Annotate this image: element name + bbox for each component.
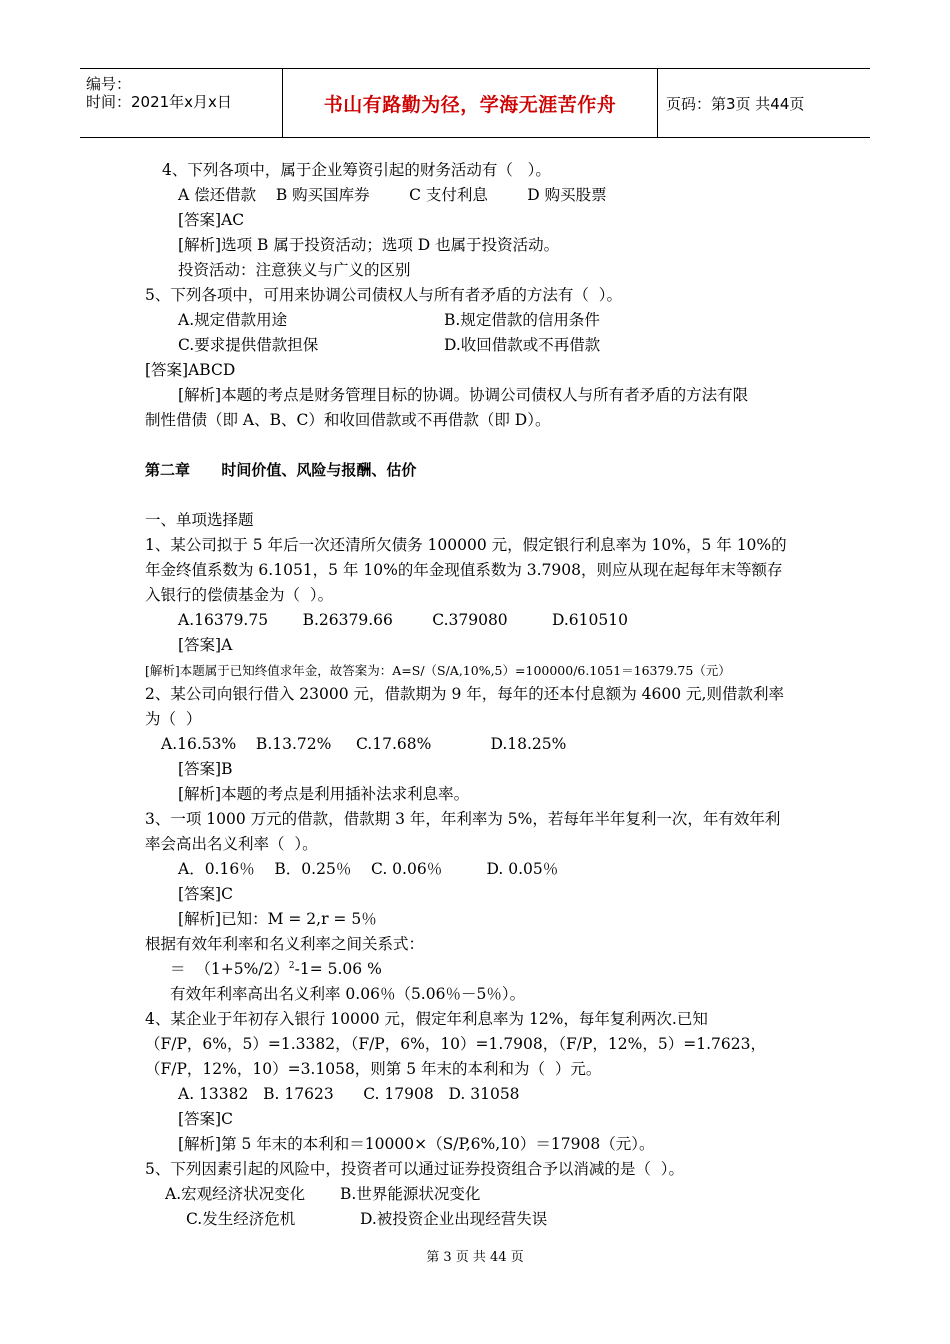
doc-date-label: 时间：2021年x月x日: [86, 93, 232, 111]
ch2-q2-answer: [答案]B: [178, 760, 233, 778]
ch2-q4-answer: [答案]C: [178, 1110, 233, 1128]
question-5-option-d: D.收回借款或不再借款: [444, 336, 601, 354]
ch2-q4-explanation: [解析]第 5 年末的本利和＝10000×（S/P,6%,10）＝17908（元）。: [178, 1135, 655, 1153]
ch2-q5-option-a: A.宏观经济状况变化: [165, 1185, 306, 1203]
ch2-q2-explanation: [解析]本题的考点是利用插补法求利息率。: [178, 785, 470, 803]
ch2-q2-stem-2: 为（ ）: [145, 710, 202, 728]
formula-result: -1= 5.06 %: [294, 960, 382, 978]
doc-number-label: 编号：: [86, 75, 132, 93]
question-4-note: 投资活动：注意狭义与广义的区别: [178, 261, 411, 279]
ch2-q3-stem-2: 率会高出名义利率（ ）。: [145, 835, 318, 853]
ch2-q4-stem-3: （F/P，12%，10）=3.1058，则第 5 年末的本利和为（ ）元。: [145, 1060, 602, 1078]
ch2-q3-explanation: [解析]已知：M = 2,r = 5％: [178, 910, 377, 928]
ch2-q1-explanation: [解析]本题属于已知终值求年金，故答案为：A=S/（S/A,10%,5）=100000/6.1051＝16379.75（元）: [145, 663, 731, 678]
ch2-q5-option-b: B.世界能源状况变化: [340, 1185, 481, 1203]
ch2-q5-option-c: C.发生经济危机: [186, 1210, 296, 1228]
header-page-info: 页码：第3页 共44页: [666, 94, 805, 113]
question-5-explanation-cont: 制性借债（即 A、B、C）和收回借款或不再借款（即 D）。: [145, 411, 551, 429]
question-5-option-b: B.规定借款的信用条件: [444, 311, 600, 329]
question-5-option-c: C.要求提供借款担保: [178, 336, 319, 354]
ch2-q1-stem-2: 年金终值系数为 6.1051，5 年 10%的年金现值系数为 3.7908，则应从现在起每年末等额存: [145, 561, 783, 579]
ch2-q5-stem: 5、下列因素引起的风险中，投资者可以通过证券投资组合予以消减的是（ ）。: [145, 1160, 684, 1178]
ch2-q3-answer: [答案]C: [178, 885, 233, 903]
ch2-q4-options: A. 13382 B. 17623 C. 17908 D. 31058: [178, 1085, 520, 1103]
chapter-2-heading: 第二章 时间价值、风险与报酬、估价: [145, 461, 417, 479]
section-heading: 一、单项选择题: [145, 511, 254, 529]
question-5-answer: [答案]ABCD: [145, 361, 236, 379]
ch2-q3-options: A．0.16％ B．0.25％ C. 0.06％ D. 0.05％: [178, 860, 559, 878]
ch2-q3-stem-1: 3、一项 1000 万元的借款，借款期 3 年，年利率为 5%，若每年半年复利一次，年有效年利: [145, 810, 781, 828]
ch2-q2-options: A.16.53% B.13.72% C.17.68% D.18.25%: [161, 735, 567, 753]
question-5-option-a: A.规定借款用途: [178, 311, 288, 329]
ch2-q4-stem-2: （F/P，6%，5）=1.3382，（F/P，6%，10）=1.7908，（F/P，12%，5）=1.7623，: [145, 1035, 766, 1053]
question-4-stem: 4、下列各项中，属于企业筹资引起的财务活动有（ ）。: [162, 161, 551, 179]
header-page-cell: [658, 69, 870, 137]
question-4-answer: [答案]AC: [178, 211, 245, 229]
ch2-q4-stem-1: 4、某企业于年初存入银行 10000 元，假定年利息率为 12%，每年复利两次.已知: [145, 1010, 708, 1028]
ch2-q3-conclusion: 有效年利率高出名义利率 0.06％（5.06％－5％）。: [170, 985, 526, 1003]
ch2-q1-stem-3: 入银行的偿债基金为（ ）。: [145, 586, 334, 604]
formula-base: ＝ （1+5%/2）: [170, 960, 289, 978]
header-motto: 书山有路勤为径，学海无涯苦作舟: [323, 93, 617, 116]
formula-exponent: 2: [288, 960, 295, 971]
page-footer: 第 3 页 共 44 页: [426, 1250, 524, 1265]
page-header: [80, 68, 870, 138]
question-5-stem: 5、下列各项中，可用来协调公司债权人与所有者矛盾的方法有（ ）。: [145, 286, 622, 304]
question-4-options: A 偿还借款 B 购买国库券 C 支付利息 D 购买股票: [178, 186, 607, 204]
ch2-q1-stem-1: 1、某公司拟于 5 年后一次还清所欠债务 100000 元，假定银行利息率为 10%，5 年 10%的: [145, 536, 787, 554]
header-motto-cell: [283, 69, 658, 137]
ch2-q5-option-d: D.被投资企业出现经营失误: [360, 1210, 548, 1228]
question-4-explanation: [解析]选项 B 属于投资活动；选项 D 也属于投资活动。: [178, 236, 560, 254]
header-info-cell: [80, 69, 283, 137]
ch2-q3-relation: 根据有效年利率和名义利率之间关系式：: [145, 935, 425, 953]
question-5-explanation: [解析]本题的考点是财务管理目标的协调。协调公司债权人与所有者矛盾的方法有限: [178, 386, 749, 404]
ch2-q1-answer: [答案]A: [178, 636, 233, 654]
ch2-q3-formula: [170, 959, 382, 979]
ch2-q1-options: A.16379.75 B.26379.66 C.379080 D.610510: [178, 611, 628, 629]
ch2-q2-stem-1: 2、某公司向银行借入 23000 元，借款期为 9 年，每年的还本付息额为 4600 元,则借款利率: [145, 685, 784, 703]
